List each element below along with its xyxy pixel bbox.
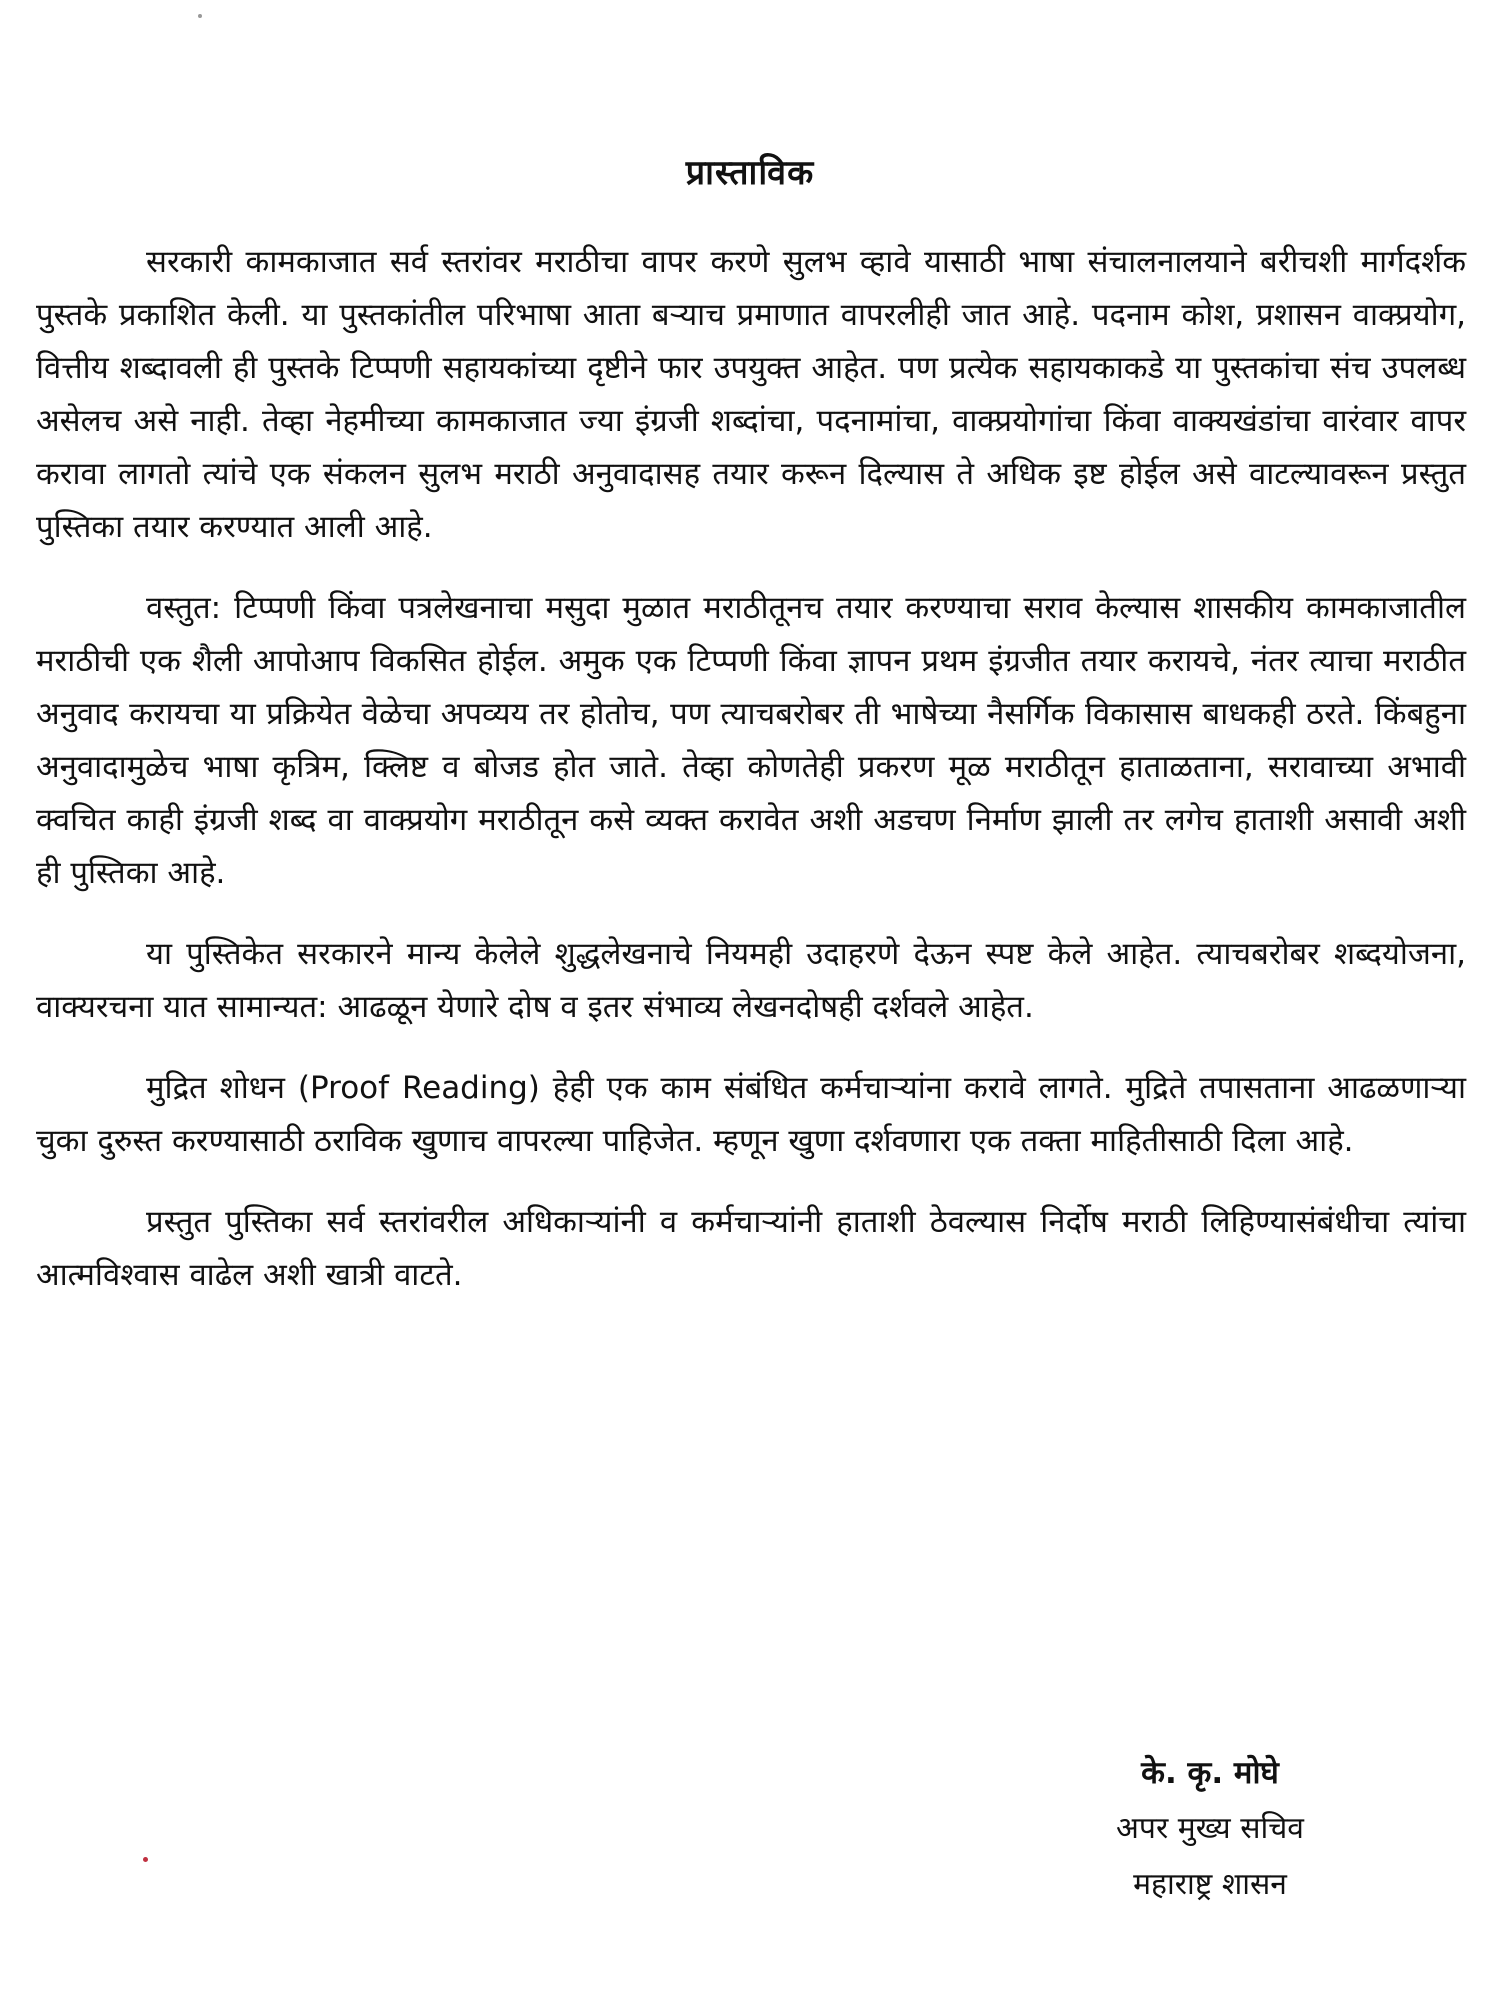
paragraph-1: सरकारी कामकाजात सर्व स्तरांवर मराठीचा वापर करणे सुलभ व्हावे यासाठी भाषा संचालनालयाने बरीचशी मार्गदर्शक पुस्तके प्रकाशित केली. या पुस्तकांतील परिभाषा आता बऱ्याच प्रमाणात वापरलीही जात आहे. पदनाम कोश, प्रशासन वाक्प्रयोग, वित्तीय शब्दावली ही पुस्तके टिप्पणी सहायकांच्या दृष्टीने फार उपयुक्त आहेत. पण प्रत्येक सहायकाकडे या पुस्तकांचा संच उपलब्ध असेलच असे नाही. तेव्हा नेहमीच्या कामकाजात ज्या इंग्रजी शब्दांचा, पदनामांचा, वाक्प्रयोगांचा किंवा वाक्यखंडांचा वारंवार वापर करावा लागतो त्यांचे एक संकलन सुलभ मराठी अनुवादासह तयार करून दिल्यास ते अधिक इष्ट होईल असे वाटल्यावरून प्रस्तुत पुस्तिका तयार करण्यात आली आहे. xyxy=(36,244,1466,545)
signatory-name: के. कृ. मोघे xyxy=(1141,1755,1279,1791)
page-title: प्रास्ताविक xyxy=(685,153,815,193)
paragraph-3: या पुस्तिकेत सरकारने मान्य केलेले शुद्धलेखनाचे नियमही उदाहरणे देऊन स्पष्ट केले आहेत. त्याचबरोबर शब्दयोजना, वाक्यरचना यात सामान्यत: आढळून येणारे दोष व इतर संभाव्य लेखनदोषही दर्शवले आहेत. xyxy=(36,936,1466,1025)
document-body xyxy=(36,236,1466,1330)
paragraph-2: वस्तुत: टिप्पणी किंवा पत्रलेखनाचा मसुदा मुळात मराठीतूनच तयार करण्याचा सराव केल्यास शासकीय कामकाजातील मराठीची एक शैली आपोआप विकसित होईल. अमुक एक टिप्पणी किंवा ज्ञापन प्रथम इंग्रजीत तयार करायचे, नंतर त्याचा मराठीत अनुवाद करायचा या प्रक्रियेत वेळेचा अपव्यय तर होतोच, पण त्याचबरोबर ती भाषेच्या नैसर्गिक विकासास बाधकही ठरते. किंबहुना अनुवादामुळेच भाषा कृत्रिम, क्लिष्ट व बोजड होत जाते. तेव्हा कोणतेही प्रकरण मूळ मराठीतून हाताळताना, सरावाच्या अभावी क्वचित काही इंग्रजी शब्द वा वाक्प्रयोग मराठीतून कसे व्यक्त करावेत अशी अडचण निर्माण झाली तर लगेच हाताशी असावी अशी ही पुस्तिका आहे. xyxy=(36,590,1466,891)
paragraph-5: प्रस्तुत पुस्तिका सर्व स्तरांवरील अधिकाऱ्यांनी व कर्मचाऱ्यांनी हाताशी ठेवल्यास निर्दोष मराठी लिहिण्यासंबंधीचा त्यांचा आत्मविश्वास वाढेल अशी खात्री वाटते. xyxy=(36,1204,1466,1293)
scan-speck xyxy=(143,1857,148,1862)
signatory-designation: अपर मुख्य सचिव xyxy=(1116,1811,1304,1846)
signature-block xyxy=(1000,1745,1420,1913)
paragraph-4: मुद्रित शोधन (Proof Reading) हेही एक काम संबंधित कर्मचाऱ्यांना करावे लागते. मुद्रिते तपासताना आढळणाऱ्या चुका दुरुस्त करण्यासाठी ठराविक खुणाच वापरल्या पाहिजेत. म्हणून खुणा दर्शवणारा एक तक्ता माहितीसाठी दिला आहे. xyxy=(36,1070,1466,1159)
signatory-organization: महाराष्ट्र शासन xyxy=(1133,1867,1287,1902)
scan-speck xyxy=(198,14,202,18)
